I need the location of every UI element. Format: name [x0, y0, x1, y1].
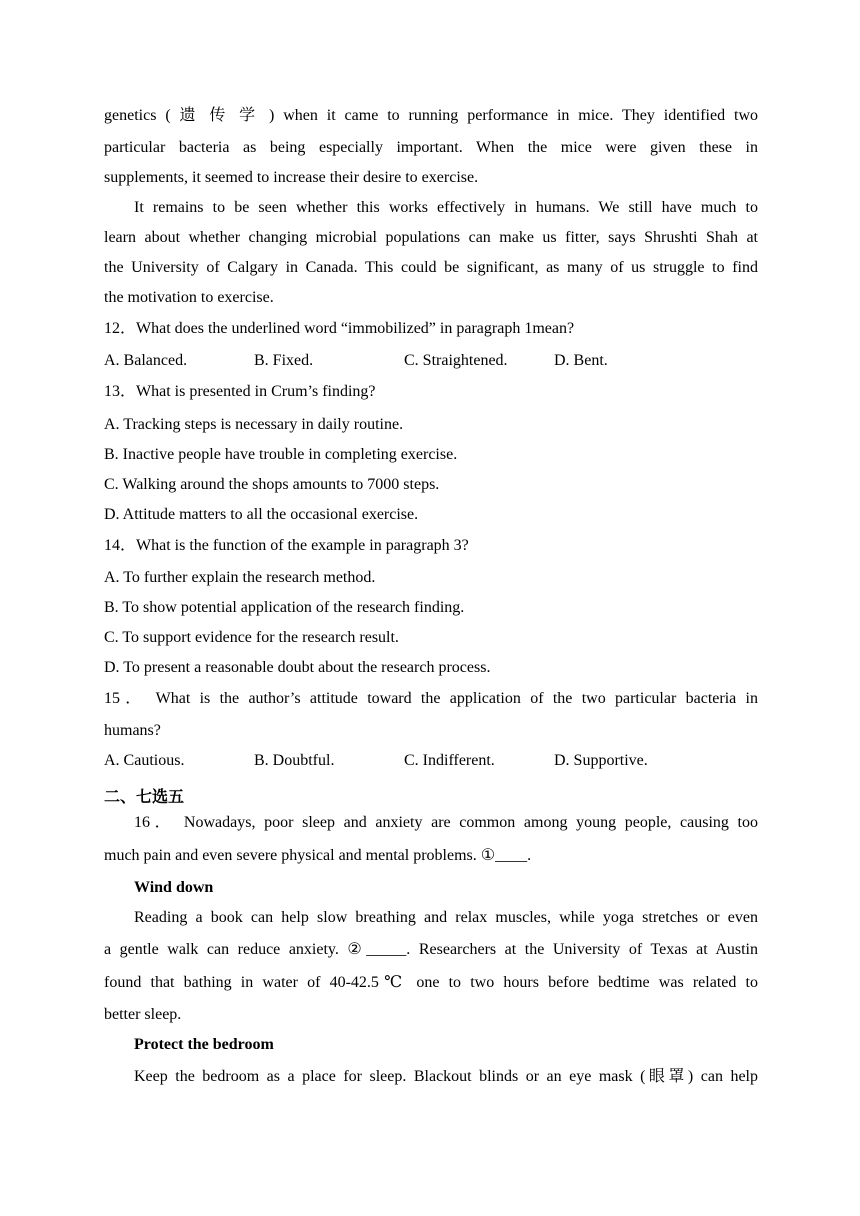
option-c: C. Indifferent.	[404, 752, 495, 769]
option-d: D. To present a reasonable doubt about the research process.	[104, 659, 491, 676]
question-13-stem: 13．What is presented in Crum’s finding?	[104, 383, 376, 400]
option-b: B. Fixed.	[254, 352, 314, 369]
passage-line: Keep the bedroom as a place for sleep. Blackout blinds or an eye mask (眼罩) can help	[134, 1068, 758, 1085]
passage-line: found that bathing in water of 40-42.5℃ one to two hours before bedtime was related to	[104, 974, 758, 991]
question-15-options	[104, 750, 758, 772]
passage-line: the University of Calgary in Canada. This could be significant, as many of us struggle to find	[104, 259, 758, 276]
question-12-options	[104, 350, 758, 372]
question-12-stem: 12．What does the underlined word “immobilized” in paragraph 1mean?	[104, 320, 575, 337]
passage-line: learn about whether changing microbial populations can make us fitter, says Shrushti Shah at	[104, 229, 758, 246]
passage-line: the motivation to exercise.	[104, 289, 274, 306]
subheading: Wind down	[134, 879, 214, 896]
passage-line: particular bacteria as being especially important. When the mice were given these in	[104, 139, 758, 156]
option-b: B. Inactive people have trouble in completing exercise.	[104, 446, 458, 463]
passage-line: a gentle walk can reduce anxiety. ②_____. Researchers at the University of Texas at Austin	[104, 941, 758, 958]
passage-line: Reading a book can help slow breathing and relax muscles, while yoga stretches or even	[134, 909, 758, 926]
option-c: C. Walking around the shops amounts to 7000 steps.	[104, 476, 440, 493]
option-d: D. Supportive.	[554, 752, 648, 769]
passage-line: It remains to be seen whether this works effectively in humans. We still have much to	[134, 199, 758, 216]
option-d: D. Attitude matters to all the occasional exercise.	[104, 506, 419, 523]
question-15-stem: humans?	[104, 722, 161, 739]
question-14-stem: 14．What is the function of the example in paragraph 3?	[104, 537, 469, 554]
question-15-stem: 15． What is the author’s attitude toward the application of the two particular bacteria in	[104, 690, 758, 707]
option-c: C. Straightened.	[404, 352, 508, 369]
subheading: Protect the bedroom	[134, 1036, 274, 1053]
passage-line: better sleep.	[104, 1006, 182, 1023]
option-c: C. To support evidence for the research result.	[104, 629, 399, 646]
section-heading: 二、七选五	[104, 787, 185, 806]
passage-line: supplements, it seemed to increase their desire to exercise.	[104, 169, 479, 186]
passage-line: genetics ( 遗 传 学 ) when it came to running performance in mice. They identified two	[104, 107, 758, 124]
option-b: B. To show potential application of the research finding.	[104, 599, 465, 616]
question-16-text: much pain and even severe physical and mental problems. ①____.	[104, 847, 532, 864]
option-a: A. Balanced.	[104, 352, 188, 369]
option-a: A. To further explain the research method.	[104, 569, 376, 586]
option-b: B. Doubtful.	[254, 752, 335, 769]
option-a: A. Tracking steps is necessary in daily routine.	[104, 416, 404, 433]
question-16-text: 16． Nowadays, poor sleep and anxiety are common among young people, causing too	[134, 814, 758, 831]
option-a: A. Cautious.	[104, 752, 185, 769]
option-d: D. Bent.	[554, 352, 608, 369]
